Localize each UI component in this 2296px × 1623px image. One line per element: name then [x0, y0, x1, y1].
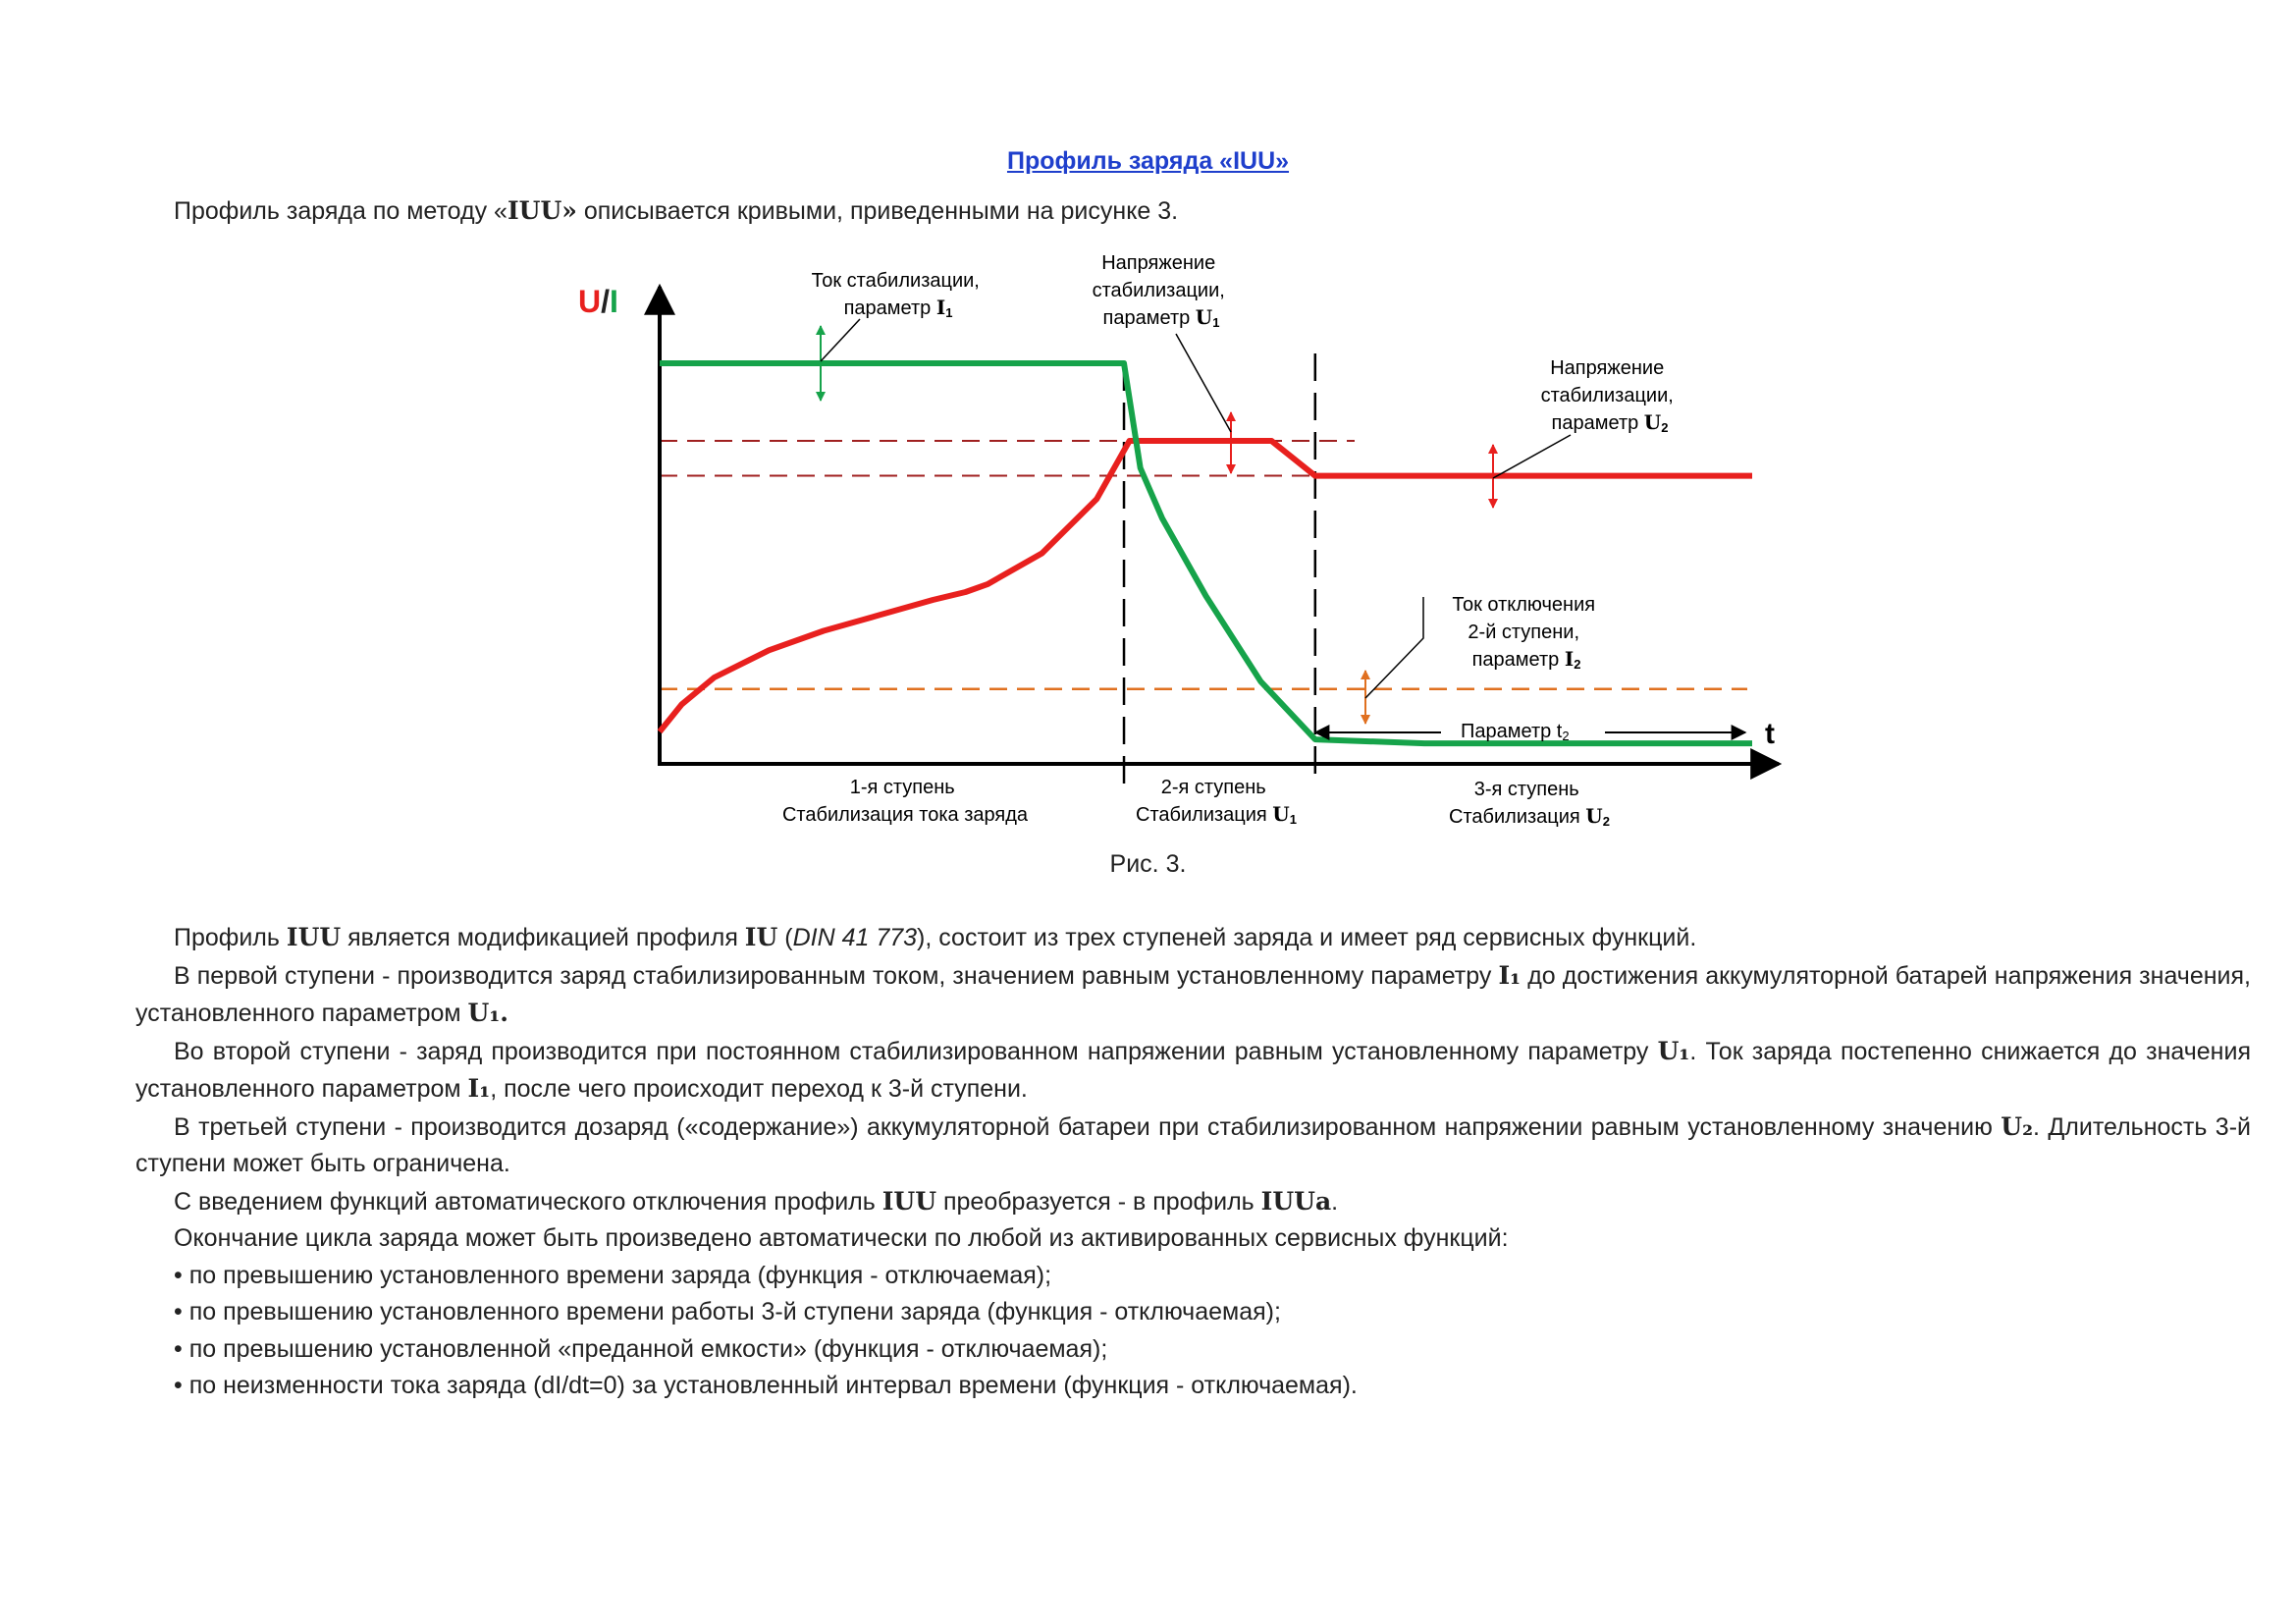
u2-leader — [1493, 435, 1571, 478]
list-item: • по неизменности тока заряда (dI/dt=0) за установленный интервал времени (функция - отключаемая). — [174, 1372, 1358, 1399]
stage-2-label: 2-я ступень Стабилизация U1 — [1136, 777, 1297, 827]
paragraph: В первой ступени - производится заряд стабилизированным током, значением равным установленному параметру I₁ до достижения аккумуляторной батарей напряжения значения, установленного параметром U₁. — [135, 960, 2251, 1027]
i2-leader — [1365, 597, 1423, 698]
list-item: • по превышению установленной «преданной емкости» (функция - отключаемая); — [174, 1334, 1108, 1363]
y-axis-label: U/I — [578, 284, 618, 319]
page-title[interactable]: Профиль заряда «IUU» — [1006, 147, 1290, 175]
paragraph: Во второй ступени - заряд производится при постоянном стабилизированном напряжении равным установленному параметру U₁. Ток заряда постепенно снижается до значения установленного параметром I₁, после чего происходит переход к 3-й ступени. — [135, 1036, 2251, 1103]
voltage-curve — [660, 441, 1752, 731]
stage-1-label: 1-я ступень Стабилизация тока заряда — [781, 777, 1029, 826]
stage-3-label: 3-я ступень Стабилизация U2 — [1449, 779, 1610, 829]
list-item: • по превышению установленного времени работы 3-й ступени заряда (функция - отключаемая); — [174, 1298, 1281, 1325]
t2-annotation: Параметр t2 — [1461, 721, 1570, 743]
i1-annotation: Ток стабилизации, параметр I1 — [811, 270, 980, 320]
list-item: • по превышению установленного времени заряда (функция - отключаемая); — [174, 1261, 1052, 1289]
paragraph: С введением функций автоматического отключения профиль IUU преобразуется - в профиль IUUa. — [174, 1186, 1339, 1216]
u2-annotation: Напряжение стабилизации, параметр U2 — [1540, 357, 1674, 435]
body-text — [135, 919, 2251, 1405]
i1-leader — [821, 319, 860, 361]
intro-text: Профиль заряда по методу «IUU» описывается кривыми, приведенными на рисунке 3. — [174, 196, 1179, 225]
u1-leader — [1176, 334, 1231, 432]
u1-annotation: Напряжение стабилизации, параметр U1 — [1092, 252, 1225, 330]
i2-annotation: Ток отключения 2-й ступени, параметр I2 — [1452, 594, 1596, 672]
paragraph: В третьей ступени - производится дозаряд («содержание») аккумуляторной батареи при стабилизированном напряжении равным установленному значению U₂. Длительность 3-й ступени может быть ограничена. — [135, 1111, 2251, 1177]
x-axis-label: t — [1765, 718, 1775, 750]
figure-caption: Рис. 3. — [1109, 850, 1187, 878]
paragraph: Профиль IUU является модификацией профиля IU (DIN 41 773), состоит из трех ступеней заряда и имеет ряд сервисных функций. — [174, 923, 1697, 951]
paragraph: Окончание цикла заряда может быть произведено автоматически по любой из активированных сервисных функций: — [174, 1224, 1509, 1252]
